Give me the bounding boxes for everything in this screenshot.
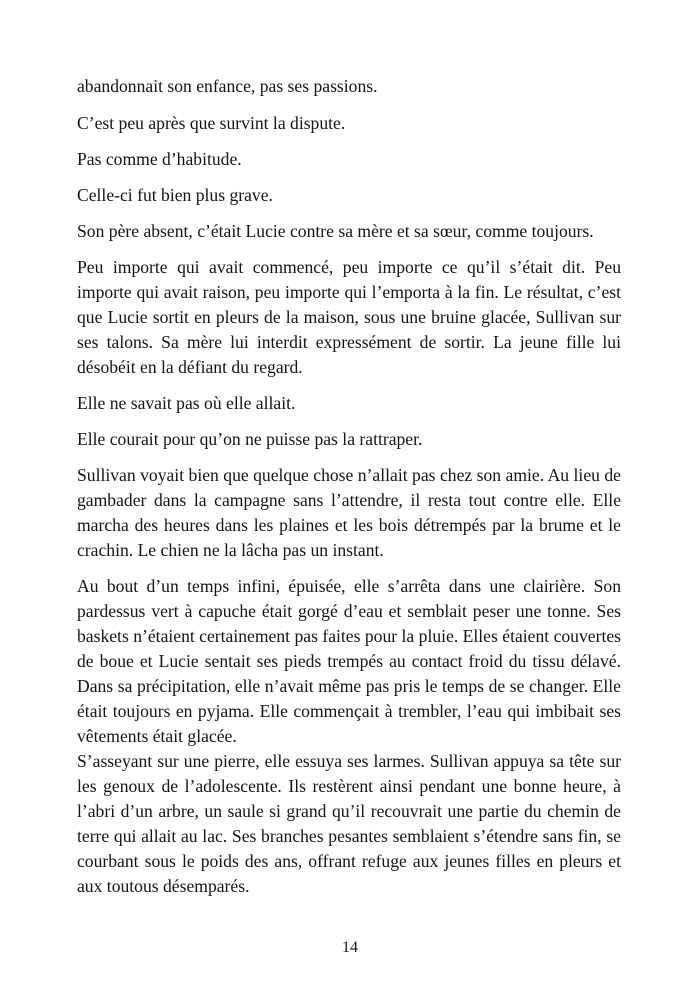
paragraph: Son père absent, c’était Lucie contre sa mère et sa sœur, comme toujours. (77, 221, 594, 241)
page-number: 14 (342, 939, 358, 956)
paragraph: S’asseyant sur une pierre, elle essuya ses larmes. Sullivan appuya sa tête sur les genoux de l’adolescente. Ils restèrent ainsi pendant une bonne heure, à l’abri d’un arbre, un saule si grand qu’il recouvrait une partie du chemin de terre qui allait au lac. Ses branches pesantes semblaient s’étendre sans fin, se courbant sous le poids des ans, offrant refuge aux jeunes filles en pleurs et aux toutous désemparés. (77, 751, 621, 896)
paragraph: Pas comme d’habitude. (77, 149, 242, 169)
paragraph: Peu importe qui avait commencé, peu importe ce qu’il s’était dit. Peu importe qui avait raison, peu importe qui l’emporta à la fin. Le résultat, c’est que Lucie sortit en pleurs de la maison, sous une bruine glacée, Sullivan sur ses talons. Sa mère lui interdit expressément de sortir. La jeune fille lui désobéit en la défiant du regard. (77, 257, 621, 377)
paragraph: abandonnait son enfance, pas ses passions. (77, 76, 378, 96)
paragraph: Elle ne savait pas où elle allait. (77, 393, 296, 413)
paragraph: C’est peu après que survint la dispute. (77, 113, 346, 133)
paragraph: Sullivan voyait bien que quelque chose n’allait pas chez son amie. Au lieu de gambader dans la campagne sans l’attendre, il resta tout contre elle. Elle marcha des heures dans les plaines et les bois détrempés par la brume et le crachin. Le chien ne la lâcha pas un instant. (77, 465, 621, 560)
page-body (77, 74, 621, 910)
paragraph: Celle-ci fut bien plus grave. (77, 185, 273, 205)
paragraph: Elle courait pour qu’on ne puisse pas la rattraper. (77, 429, 423, 449)
paragraph: Au bout d’un temps infini, épuisée, elle s’arrêta dans une clairière. Son pardessus vert à capuche était gorgé d’eau et semblait peser une tonne. Ses baskets n’étaient certainement pas faites pour la pluie. Elles étaient couvertes de boue et Lucie sentait ses pieds trempés au contact froid du tissu délavé. Dans sa précipitation, elle n’avait même pas pris le temps de se changer. Elle était toujours en pyjama. Elle commençait à trembler, l’eau qui imbibait ses vêtements était glacée. (77, 576, 621, 746)
